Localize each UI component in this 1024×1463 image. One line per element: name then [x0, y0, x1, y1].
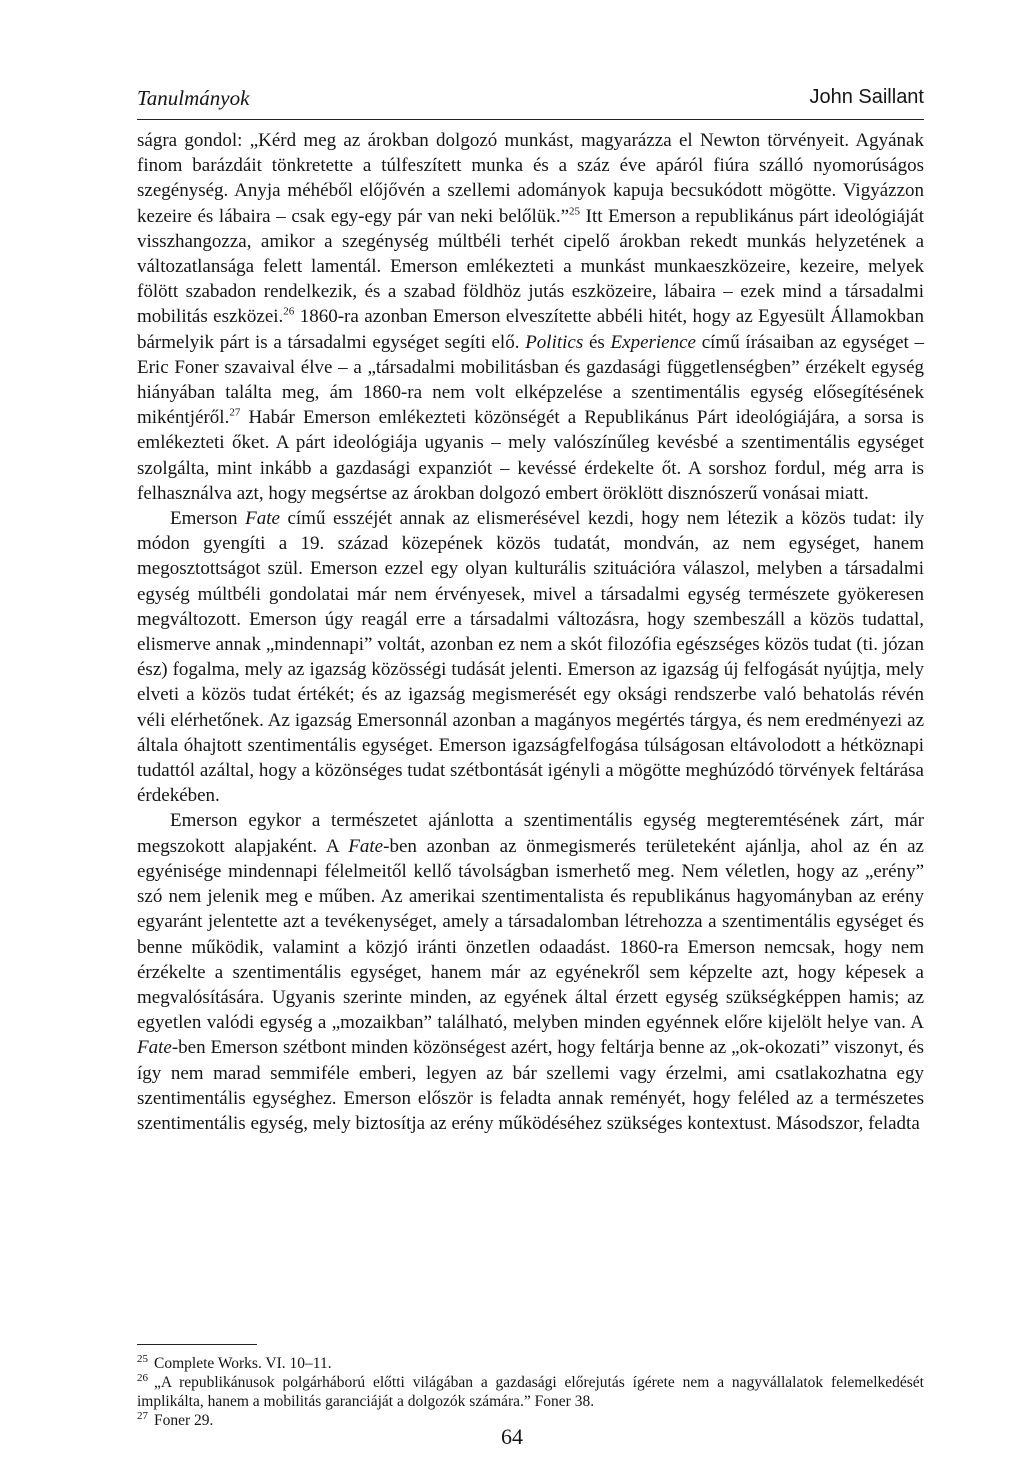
text-run: Emerson egykor a természetet ajánlotta a szentimentális egység megteremtésének zárt, már megszokott alapjaként. A — [137, 810, 924, 857]
paragraph — [137, 506, 924, 808]
footnote-number: 26 — [137, 1371, 148, 1384]
text-run: ságra gondol: „Kérd meg az árokban dolgozó munkást, magyarázza el Newton törvényeit. Agyának finom barázdáit tönkretette a túlfeszített munka és a száz éve apáról fiúra szálló nyomorúságos szegénység. Anyja méhéből előjővén a szellemi adományok kapuja becsukódott mögötte. Vigyázzon kezeire és lábaira – csak egy-egy pár van neki belőlük.” — [137, 130, 924, 227]
text-run: című esszéjét annak az elismerésével kezdi, hogy nem létezik a közös tudat: ily módon gyengíti a 19. század közepének közös tudatát, mondván, az nem egységet, hanem megosztottságot szül. Emerson ezzel egy olyan kulturális szituációra válaszol, melyben a társadalmi egység múltbéli gondolatai már nem érvényesek, mivel a társadalmi egység természete gyökeresen megváltozott. Emerson úgy reagál erre a társadalmi változásra, hogy szembeszáll a közös tudattal, elismerve annak „mindennapi” voltát, azonban ez nem a skót filozófia egészséges közös tudat (ti. józan ész) fogalma, mely az igazság közösségi tudását jelenti. Emerson az igazság új felfogását nyújtja, mely elveti a közös tudat értékét; és az igazság megismerését egy oksági rendszerbe való behatolás révén véli elérhetőnek. Az igazság Emersonnál azonban a magányos megértés tárgya, és nem eredményezi az általa óhajtott szentimentális egységet. Emerson igazságfelfogása túlságosan eltávolodott a hétköznapi tudattól azáltal, hogy a közönséges tudat szétbontását igényli a mögötte meghúzódó törvények feltárása érdekében. — [137, 508, 925, 807]
footnote-rule — [137, 1344, 257, 1345]
text-run: Emerson — [170, 508, 246, 530]
footnote-text: „A republikánusok polgárháború előtti világában a gazdasági előrejutás ígérete nem a nagyvállalatok felemelkedését implikálta, hanem a mobilitás garanciáját a dolgozók számára.” Foner 38. — [137, 1374, 924, 1410]
text-run: Habár Emerson emlékezteti közönségét a Republikánus Párt ideológiájára, a sorsa is emlékezteti őket. A párt ideológiája ugyanis – mely valószínűleg kevésbé a szentimentális egységet szolgálta, mint inkább a gazdasági expanziót – kevéssé érdekelte őt. A sorshoz fordul, még arra is felhasználva azt, hogy megsértse az árokban dolgozó embert öröklött disznószerű vonásai miatt. — [137, 407, 924, 504]
footnotes — [137, 1354, 924, 1430]
footnote-ref: 25 — [569, 205, 581, 218]
italic-title: Politics — [525, 331, 584, 353]
text-run: Itt Emerson a republikánus párt ideológiáját visszhangozza, amikor a szegénység múltbéli terhét cipelő árokban rekedt munkás helyzetének a változatlansága felett lamentál. Emerson emlékezteti a munkást munkaeszközeire, kezeire, melyek fölött szabadon rendelkezik, és a szabad földhöz jutás eszközeire, lábaira – ezek mind a társadalmi mobilitás eszközei. — [137, 205, 924, 328]
text-run: 1860-ra azonban Emerson elveszítette abbéli hitét, hogy az Egyesült Államokban bármelyik párt is a társadalmi egységet segíti elő. — [137, 306, 924, 353]
page-number: 64 — [501, 1424, 523, 1449]
footnote-ref: 26 — [283, 306, 295, 319]
italic-title: Experience — [610, 331, 696, 353]
paragraph — [137, 128, 924, 506]
italic-title: Fate — [348, 835, 384, 857]
text-run: című írásaiban az egységet – Eric Foner szavaival élve – a „társadalmi mobilitásban és gazdasági függetlenségben” érzékelt egység hiányában találta meg, ám 1860-ra nem volt elképzelése a szentimentális egység elősegítésének mikéntjéről. — [137, 331, 924, 429]
text-run: -ben Emerson szétbont minden közönségest azért, hogy feltárja benne az „ok-okozati” viszonyt, és így nem marad semmiféle emberi, legyen az bár szellemi vagy érzelmi, ami csatlakozhatna egy szentimentális egységhez. Emerson először is feladta annak reményét, hogy feléled az a természetes szentimentális egység, mely biztosítja az erény működéséhez szükséges kontextust. Másodszor, feladta — [137, 1037, 924, 1134]
author-name: John Saillant — [809, 86, 924, 108]
footnote-number: 27 — [137, 1409, 148, 1422]
footnote-ref: 27 — [229, 406, 241, 419]
footnote — [137, 1354, 924, 1373]
footnote-text: Foner 29. — [154, 1412, 214, 1429]
body-text — [137, 128, 924, 1136]
footnote-text: Complete Works. VI. 10–11. — [154, 1355, 332, 1372]
section-title: Tanulmányok — [137, 86, 250, 110]
text-run: és — [583, 331, 611, 353]
header-rule — [137, 119, 924, 120]
italic-title: Fate — [245, 508, 280, 530]
running-header — [137, 86, 924, 122]
footnote — [137, 1373, 924, 1411]
italic-title: Fate — [137, 1037, 172, 1059]
footnote-number: 25 — [137, 1352, 148, 1365]
text-run: -ben azonban az önmegismerés területeként ajánlja, ahol az én az egyénisége mindennapi félelmeitől kellő távolságban ismerhető meg. Nem véletlen, hogy az „erény” szó nem jelenik meg e műben. Az amerikai szentimentalista és republikánus hagyományban az erény egyaránt jelentette azt a tevékenységet, amely a társadalomban létrehozza a szentimentális egységet és benne működik, valamint a közjó iránti önzetlen odaadást. 1860-ra Emerson nemcsak, hogy nem érzékelte a szentimentális egységet, hanem már az egyénekről sem képzelte azt, hogy képesek a megvalósítására. Ugyanis szerinte minden, az egyének által érzett egység szükségképpen hamis; az egyetlen valódi egység a „mozaikban” található, melyben minden egyénnek előre kijelölt helye van. A — [137, 835, 924, 1034]
paragraph — [137, 808, 924, 1136]
